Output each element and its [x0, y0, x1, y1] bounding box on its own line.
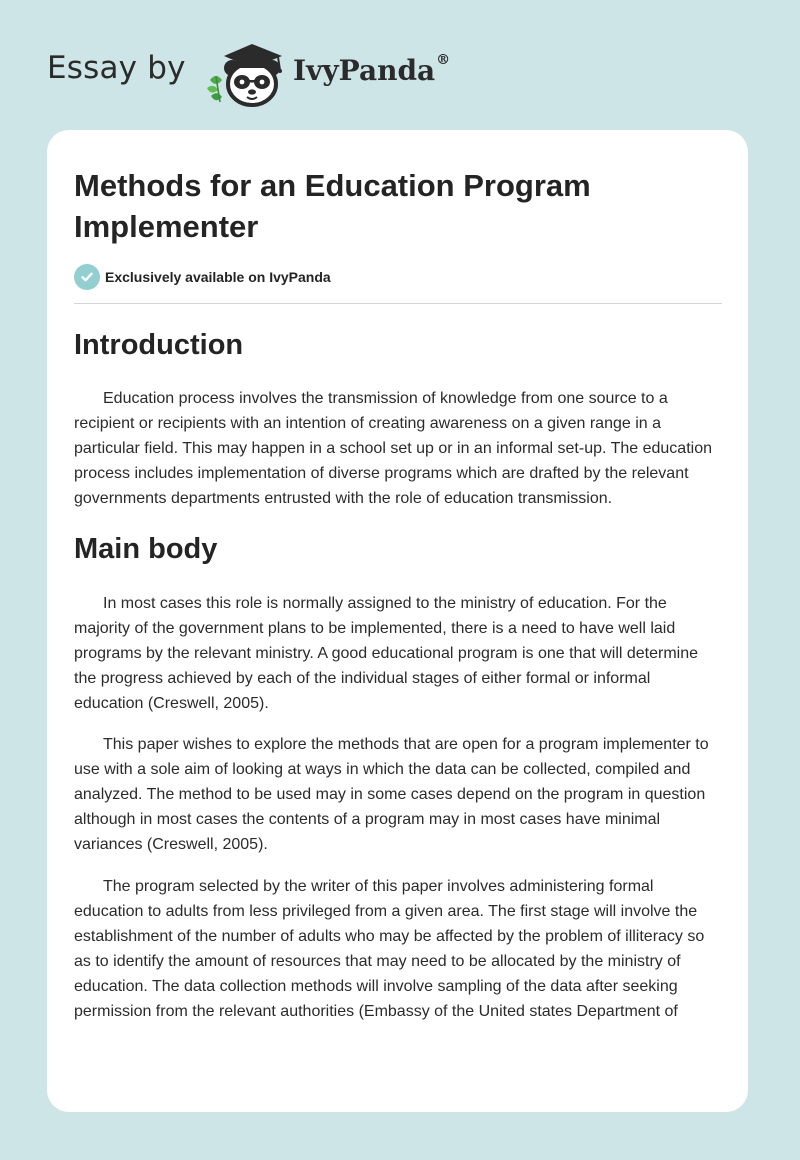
panda-logo-icon[interactable]	[202, 36, 292, 108]
paragraph: In most cases this role is normally assigned to the ministry of education. For the majority of the government plans to be implemented, there is a need to have well laid programs by the relevant ministry. A good educational program is one that will determine the progress achieved by each of the individual stages of either formal or informal education (Creswell, 2005).	[74, 595, 699, 712]
paragraph: The program selected by the writer of this paper involves administering formal education to adults from less privileged from a given area. The first stage will involve the establishment of the number of adults who may be affected by the problem of illiteracy so as to identify the amount of resources that may need to be allocated by the ministry of education. The data collection methods will involve sampling of the data after seeking permission from the relevant authorities (Embassy of the United states Department of	[74, 878, 705, 1020]
section-heading-introduction: Introduction	[74, 329, 244, 361]
essay-content	[74, 323, 724, 1024]
brand-name[interactable]	[293, 54, 450, 87]
check-icon	[74, 264, 100, 290]
exclusive-badge	[74, 263, 331, 290]
paragraph: Education process involves the transmission of knowledge from one source to a recipient or recipients with an intention of creating awareness on a given range in a particular field. This may happen in a school set up or in an informal set-up. The education process includes implementation of diverse programs which are drafted by the relevant governments departments entrusted with the role of education transmission.	[74, 390, 712, 507]
essay-card	[47, 130, 748, 1112]
registered-mark: ®	[436, 52, 451, 68]
brand-header	[47, 34, 477, 110]
page-title: Methods for an Education Program Implementer	[74, 168, 591, 244]
brand-name-text: IvyPanda	[293, 54, 436, 87]
paragraph: This paper wishes to explore the methods that are open for a program implementer to use with a sole aim of looking at ways in which the data can be collected, compiled and analyzed. The method to be used may in some cases depend on the program in question although in most cases the contents of a program may in most cases have minimal variances (Creswell, 2005).	[74, 736, 709, 853]
title-divider	[74, 303, 722, 304]
badge-label: Exclusively available on IvyPanda	[105, 268, 331, 285]
section-heading-main-body: Main body	[74, 533, 218, 565]
brand-prefix: Essay by	[47, 50, 186, 86]
